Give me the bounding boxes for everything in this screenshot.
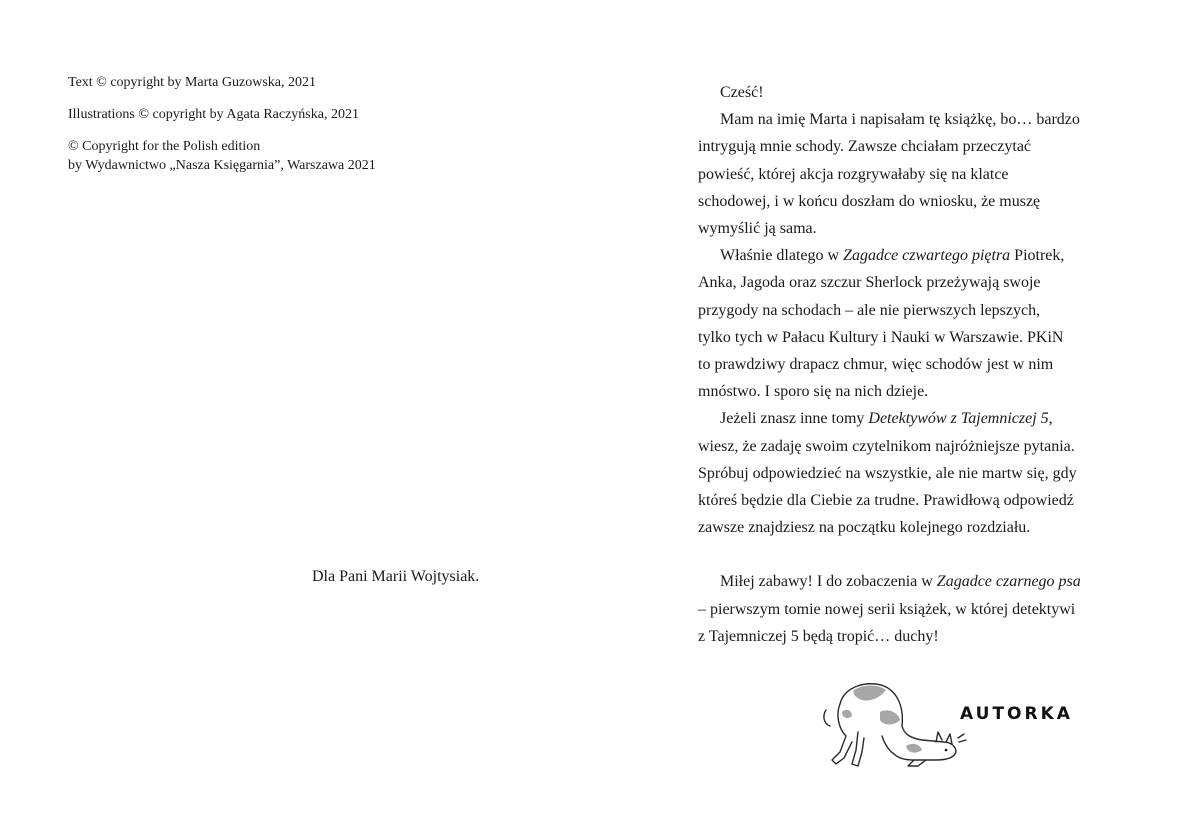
p2-line: to prawdziwy drapacz chmur, więc schodów jest w nim <box>698 356 1054 374</box>
paragraph-1 <box>698 106 1138 242</box>
p4-line: – pierwszym tomie nowej serii książek, w której detektywi <box>698 600 1076 618</box>
p2-line-1: Właśnie dlatego w Zagadce czwartego piętra Piotrek, <box>720 247 1065 265</box>
p2-line: mnóstwo. I sporo się na nich dzieje. <box>698 383 929 401</box>
copyright-block <box>68 73 376 188</box>
p3-line: wiesz, że zadaję swoim czytelnikom najróżniejsze pytania. <box>698 437 1075 455</box>
edition-copyright-line-1: © Copyright for the Polish edition <box>68 139 261 154</box>
paragraph-4 <box>698 568 1138 650</box>
p3-line: zawsze znajdziesz na początku kolejnego rozdziału. <box>698 519 1031 537</box>
text-copyright: Text © copyright by Marta Guzowska, 2021 <box>68 75 316 90</box>
p1-line: powieść, której akcja rozgrywałaby się na klatce <box>698 165 1009 183</box>
p2-line: przygody na schodach – ale nie pierwszych lepszych, <box>698 301 1041 319</box>
p2-line: tylko tych w Pałacu Kultury i Nauki w Warszawie. PKiN <box>698 328 1064 346</box>
p3-line-1: Jeżeli znasz inne tomy Detektywów z Tajemniczej 5, <box>720 410 1053 428</box>
edition-copyright-line-2: by Wydawnictwo „Nasza Księgarnia”, Warszawa 2021 <box>68 158 376 173</box>
paragraph-2 <box>698 242 1138 405</box>
p4-line: z Tajemniczej 5 będą tropić… duchy! <box>698 627 939 645</box>
edition-copyright <box>68 137 376 175</box>
signature-autorka: AUTORKA <box>960 704 1073 724</box>
next-book-title: Zagadce czarnego psa <box>936 573 1081 591</box>
p1-line: schodowej, i w końcu doszłam do wniosku, że muszę <box>698 192 1041 210</box>
book-title: Zagadce czwartego piętra <box>843 247 1011 265</box>
p4-line-1: Miłej zabawy! I do zobaczenia w Zagadce czarnego psa <box>720 573 1081 591</box>
p1-line: Mam na imię Marta i napisałam tę książkę, bo… bardzo <box>720 111 1080 129</box>
greeting: Cześć! <box>720 84 764 101</box>
p1-line: intrygują mnie schody. Zawsze chciałam przeczytać <box>698 138 1032 156</box>
p2-line: Anka, Jagoda oraz szczur Sherlock przeżywają swoje <box>698 274 1041 292</box>
author-letter <box>698 79 1138 650</box>
illustrations-copyright: Illustrations © copyright by Agata Raczyńska, 2021 <box>68 107 359 122</box>
p3-line: Spróbuj odpowiedzieć na wszystkie, ale nie martw się, gdy <box>698 464 1077 482</box>
stretching-cat-icon <box>818 676 968 772</box>
dedication: Dla Pani Marii Wojtysiak. <box>312 568 480 585</box>
paragraph-3 <box>698 405 1138 541</box>
p1-line: wymyślić ją sama. <box>698 220 817 238</box>
paragraph-gap <box>698 541 1138 568</box>
right-page <box>600 0 1200 823</box>
p3-line: któreś będzie dla Ciebie za trudne. Prawidłową odpowiedź <box>698 492 1074 510</box>
series-title: Detektywów z Tajemniczej 5 <box>868 410 1049 428</box>
